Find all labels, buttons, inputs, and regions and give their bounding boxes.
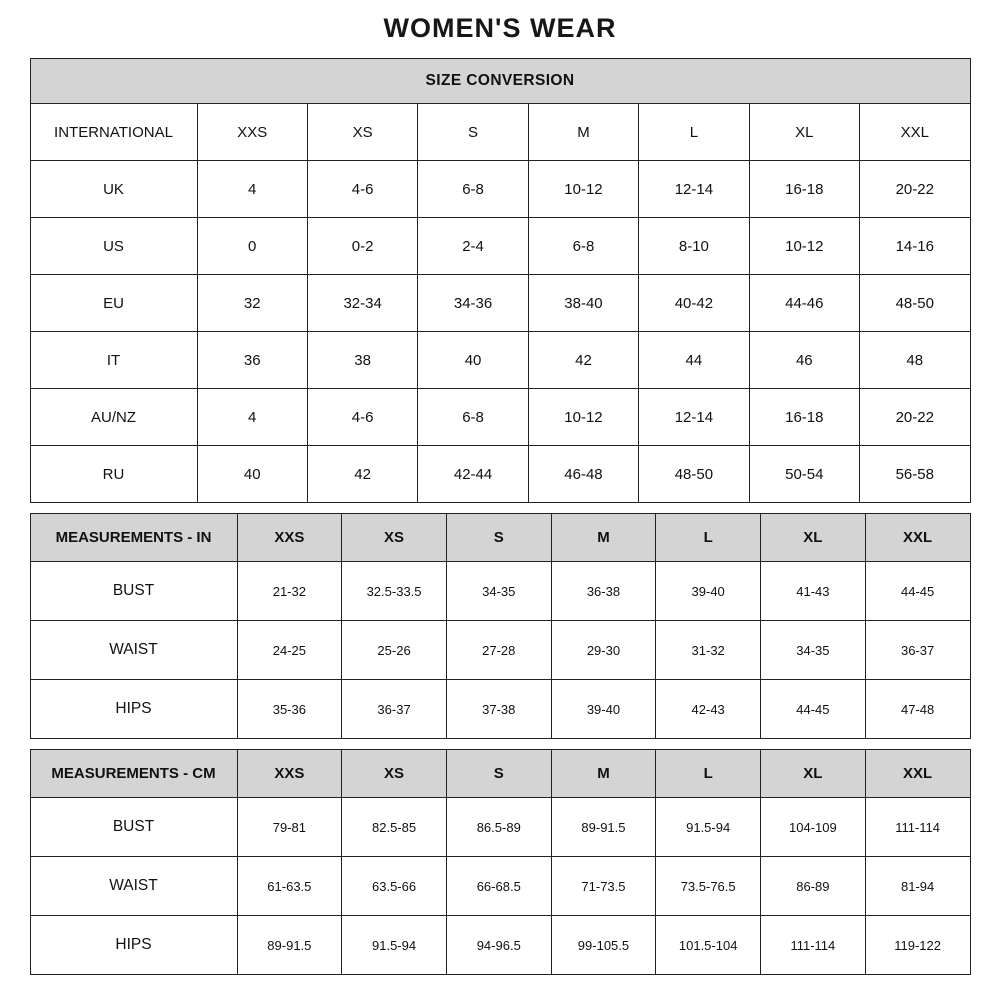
data-cell: 111-114 <box>865 798 970 857</box>
data-cell: 37-38 <box>446 680 551 739</box>
data-cell: 6-8 <box>528 218 638 275</box>
header-size-cell: XS <box>307 104 417 161</box>
table-row <box>30 161 970 218</box>
data-cell: 38 <box>307 332 417 389</box>
row-label: IT <box>30 332 197 389</box>
data-cell: 42 <box>528 332 638 389</box>
data-cell: 14-16 <box>860 218 970 275</box>
data-cell: 34-36 <box>418 275 528 332</box>
data-cell: 48 <box>860 332 970 389</box>
table-row <box>30 562 970 621</box>
data-cell: 66-68.5 <box>446 857 551 916</box>
size-chart-page <box>30 0 971 975</box>
data-cell: 81-94 <box>865 857 970 916</box>
table-row <box>30 680 970 739</box>
data-cell: 56-58 <box>860 446 970 503</box>
header-row <box>30 514 970 562</box>
header-size-cell: M <box>551 514 656 562</box>
data-cell: 40 <box>418 332 528 389</box>
page-title: WOMEN'S WEAR <box>383 13 617 43</box>
header-row <box>30 750 970 798</box>
data-cell: 36-38 <box>551 562 656 621</box>
data-cell: 10-12 <box>528 161 638 218</box>
measurements-cm-table <box>30 749 971 975</box>
row-label: HIPS <box>30 680 237 739</box>
row-label: US <box>30 218 197 275</box>
data-cell: 94-96.5 <box>446 916 551 975</box>
data-cell: 91.5-94 <box>656 798 761 857</box>
table-title: SIZE CONVERSION <box>30 59 970 104</box>
data-cell: 48-50 <box>860 275 970 332</box>
data-cell: 34-35 <box>761 621 866 680</box>
data-cell: 0 <box>197 218 307 275</box>
data-cell: 4-6 <box>307 389 417 446</box>
data-cell: 8-10 <box>639 218 749 275</box>
data-cell: 42-44 <box>418 446 528 503</box>
header-size-cell: XL <box>749 104 859 161</box>
data-cell: 119-122 <box>865 916 970 975</box>
table-row <box>30 332 970 389</box>
header-size-cell: XXL <box>865 750 970 798</box>
data-cell: 44-45 <box>761 680 866 739</box>
data-cell: 10-12 <box>528 389 638 446</box>
row-label: EU <box>30 275 197 332</box>
data-cell: 48-50 <box>639 446 749 503</box>
table-row <box>30 275 970 332</box>
row-label: HIPS <box>30 916 237 975</box>
data-cell: 31-32 <box>656 621 761 680</box>
data-cell: 44-45 <box>865 562 970 621</box>
header-size-cell: M <box>551 750 656 798</box>
data-cell: 6-8 <box>418 389 528 446</box>
data-cell: 35-36 <box>237 680 342 739</box>
table-row <box>30 798 970 857</box>
measurements-in-table <box>30 513 971 739</box>
header-title-cell: MEASUREMENTS - IN <box>30 514 237 562</box>
header-size-cell: XL <box>761 514 866 562</box>
header-size-cell: M <box>528 104 638 161</box>
data-cell: 91.5-94 <box>342 916 447 975</box>
data-cell: 82.5-85 <box>342 798 447 857</box>
data-cell: 47-48 <box>865 680 970 739</box>
header-size-cell: L <box>656 750 761 798</box>
data-cell: 40 <box>197 446 307 503</box>
data-cell: 36-37 <box>865 621 970 680</box>
data-cell: 89-91.5 <box>551 798 656 857</box>
header-title-cell: INTERNATIONAL <box>30 104 197 161</box>
data-cell: 10-12 <box>749 218 859 275</box>
data-cell: 38-40 <box>528 275 638 332</box>
header-size-cell: XXL <box>860 104 970 161</box>
table-row <box>30 389 970 446</box>
row-label: BUST <box>30 562 237 621</box>
data-cell: 50-54 <box>749 446 859 503</box>
data-cell: 40-42 <box>639 275 749 332</box>
data-cell: 0-2 <box>307 218 417 275</box>
row-label: AU/NZ <box>30 389 197 446</box>
data-cell: 111-114 <box>761 916 866 975</box>
data-cell: 61-63.5 <box>237 857 342 916</box>
data-cell: 86.5-89 <box>446 798 551 857</box>
table-row <box>30 916 970 975</box>
table-row <box>30 857 970 916</box>
row-label: WAIST <box>30 857 237 916</box>
data-cell: 42 <box>307 446 417 503</box>
data-cell: 20-22 <box>860 161 970 218</box>
data-cell: 99-105.5 <box>551 916 656 975</box>
header-title-cell: MEASUREMENTS - CM <box>30 750 237 798</box>
header-size-cell: L <box>656 514 761 562</box>
header-size-cell: XXS <box>237 750 342 798</box>
data-cell: 34-35 <box>446 562 551 621</box>
data-cell: 36 <box>197 332 307 389</box>
data-cell: 25-26 <box>342 621 447 680</box>
data-cell: 20-22 <box>860 389 970 446</box>
row-label: RU <box>30 446 197 503</box>
data-cell: 79-81 <box>237 798 342 857</box>
data-cell: 46 <box>749 332 859 389</box>
size-conversion-table <box>30 58 971 503</box>
data-cell: 39-40 <box>551 680 656 739</box>
header-size-cell: S <box>418 104 528 161</box>
data-cell: 104-109 <box>761 798 866 857</box>
header-size-cell: XS <box>342 514 447 562</box>
row-label: UK <box>30 161 197 218</box>
data-cell: 29-30 <box>551 621 656 680</box>
header-size-cell: XXS <box>197 104 307 161</box>
data-cell: 32-34 <box>307 275 417 332</box>
data-cell: 4-6 <box>307 161 417 218</box>
data-cell: 4 <box>197 389 307 446</box>
data-cell: 16-18 <box>749 161 859 218</box>
data-cell: 27-28 <box>446 621 551 680</box>
data-cell: 71-73.5 <box>551 857 656 916</box>
header-size-cell: XXS <box>237 514 342 562</box>
data-cell: 16-18 <box>749 389 859 446</box>
data-cell: 24-25 <box>237 621 342 680</box>
header-size-cell: L <box>639 104 749 161</box>
data-cell: 32.5-33.5 <box>342 562 447 621</box>
table-row <box>30 218 970 275</box>
row-label: BUST <box>30 798 237 857</box>
table-title-row <box>30 59 970 104</box>
header-size-cell: XXL <box>865 514 970 562</box>
table-row <box>30 446 970 503</box>
data-cell: 4 <box>197 161 307 218</box>
header-row <box>30 104 970 161</box>
table-row <box>30 621 970 680</box>
data-cell: 86-89 <box>761 857 866 916</box>
data-cell: 42-43 <box>656 680 761 739</box>
header-size-cell: S <box>446 514 551 562</box>
data-cell: 63.5-66 <box>342 857 447 916</box>
data-cell: 101.5-104 <box>656 916 761 975</box>
row-label: WAIST <box>30 621 237 680</box>
data-cell: 41-43 <box>761 562 866 621</box>
data-cell: 44-46 <box>749 275 859 332</box>
data-cell: 12-14 <box>639 389 749 446</box>
data-cell: 21-32 <box>237 562 342 621</box>
header-size-cell: XL <box>761 750 866 798</box>
data-cell: 89-91.5 <box>237 916 342 975</box>
data-cell: 44 <box>639 332 749 389</box>
data-cell: 6-8 <box>418 161 528 218</box>
data-cell: 12-14 <box>639 161 749 218</box>
data-cell: 46-48 <box>528 446 638 503</box>
data-cell: 73.5-76.5 <box>656 857 761 916</box>
data-cell: 2-4 <box>418 218 528 275</box>
data-cell: 39-40 <box>656 562 761 621</box>
header-size-cell: S <box>446 750 551 798</box>
data-cell: 32 <box>197 275 307 332</box>
data-cell: 36-37 <box>342 680 447 739</box>
header-size-cell: XS <box>342 750 447 798</box>
